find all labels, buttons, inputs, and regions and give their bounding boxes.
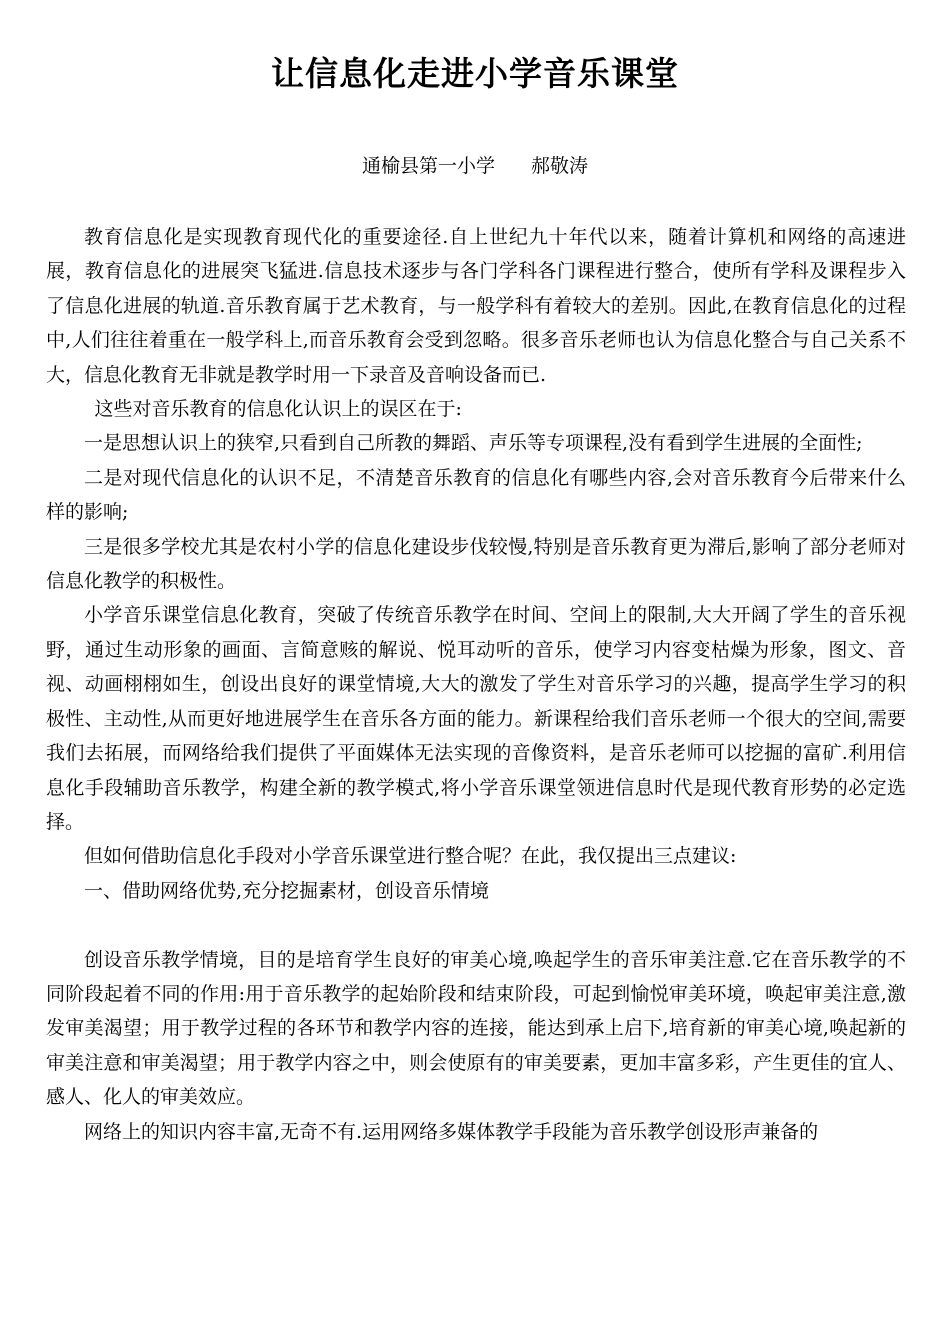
paragraph: 创设音乐教学情境，目的是培育学生良好的审美心境,唤起学生的音乐审美注意.它在音乐教学的不同阶段起着不同的作用:用于音乐教学的起始阶段和结束阶段，可起到愉悦审美环境，唤起审美注意,激发审美渴望；用于教学过程的各环节和教学内容的连接，能达到承上启下,培育新的审美心境,唤起新的审美注意和审美渴望；用于教学内容之中，则会使原有的审美要素，更加丰富多彩，产生更佳的宜人、感人、化人的审美效应。: [46, 948, 906, 1109]
byline: [0, 152, 950, 180]
body-text: [46, 220, 906, 1149]
paragraph: 一是思想认识上的狭窄,只看到自己所教的舞蹈、声乐等专项课程,没有看到学生进展的全面性;: [84, 432, 863, 455]
author-name: 郝敬涛: [531, 155, 589, 177]
paragraph: 教育信息化是实现教育现代化的重要途径.自上世纪九十年代以来，随着计算机和网络的高速进展，教育信息化的进展突飞猛进.信息技术逐步与各门学科各门课程进行整合，使所有学科及课程步入了信息化进展的轨道.音乐教育属于艺术教育，与一般学科有着较大的差别。因此,在教育信息化的过程中,人们往往着重在一般学科上,而音乐教育会受到忽略。很多音乐老师也认为信息化整合与自己关系不大，信息化教育无非就是教学时用一下录音及音响设备而已.: [46, 226, 906, 386]
paragraph: 网络上的知识内容丰富,无奇不有.运用网络多媒体教学手段能为音乐教学创设形声兼备的: [84, 1120, 819, 1143]
paragraph: 三是很多学校尤其是农村小学的信息化建设步伐较慢,特别是音乐教育更为滞后,影响了部分老师对信息化教学的积极性。: [46, 535, 906, 593]
paragraph: 这些对音乐教育的信息化认识上的误区在于:: [94, 398, 462, 421]
school-name: 通榆县第一小学: [361, 155, 495, 177]
page-title: 让信息化走进小学音乐课堂: [271, 54, 679, 93]
section-heading: 一、借助网络优势,充分挖掘素材，创设音乐情境: [84, 879, 490, 902]
paragraph: 二是对现代信息化的认识不足，不清楚音乐教育的信息化有哪些内容,会对音乐教育今后带来什么样的影响;: [46, 466, 906, 524]
paragraph: 小学音乐课堂信息化教育，突破了传统音乐教学在时间、空间上的限制,大大开阔了学生的音乐视野，通过生动形象的画面、言简意赅的解说、悦耳动听的音乐，使学习内容变枯燥为形象，图文、音视、动画栩栩如生，创设出良好的课堂情境,大大的激发了学生对音乐学习的兴趣，提高学生学习的积极性、主动性,从而更好地进展学生在音乐各方面的能力。新课程给我们音乐老师一个很大的空间,需要我们去拓展，而网络给我们提供了平面媒体无法实现的音像资料，是音乐老师可以挖掘的富矿.利用信息化手段辅助音乐教学，构建全新的教学模式,将小学音乐课堂领进信息时代是现代教育形势的必定选择。: [46, 604, 906, 833]
paragraph: 但如何借助信息化手段对小学音乐课堂进行整合呢？在此，我仅提出三点建议:: [84, 845, 737, 868]
